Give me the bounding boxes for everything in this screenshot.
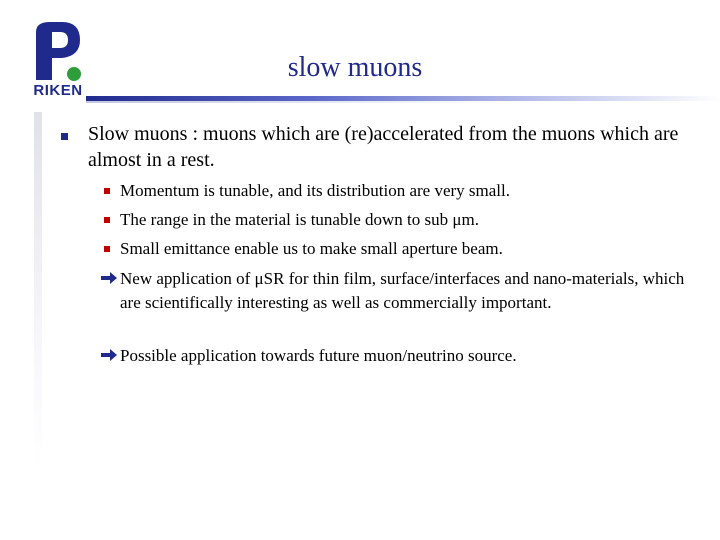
arrow-right-icon [100,271,118,285]
side-decoration-bar [34,112,42,472]
arrow-item-1: New application of μSR for thin film, surface/interfaces and nano-materials, which are scientifically interesting as well as commercially important. [120,269,685,312]
sub-bullet-1: Momentum is tunable, and its distribution are very small. [120,181,510,200]
title-underline [86,96,720,101]
main-bullet-text: Slow muons : muons which are (re)accelerated from the muons which are almost in a rest. [88,123,679,171]
arrow-right-icon [100,348,118,362]
sub-bullet-2: The range in the material is tunable down to sub μm. [120,210,479,229]
logo-wordmark: RIKEN [33,82,83,99]
sub-bullet-marker [104,246,110,252]
main-bullet-marker [61,133,68,140]
sub-bullet-marker [104,217,110,223]
slide-title: slow muons [287,52,423,83]
sub-bullet-3: Small emittance enable us to make small aperture beam. [120,239,503,258]
arrow-item-2: Possible application towards future muon/neutrino source. [120,346,517,365]
sub-bullet-marker [104,188,110,194]
